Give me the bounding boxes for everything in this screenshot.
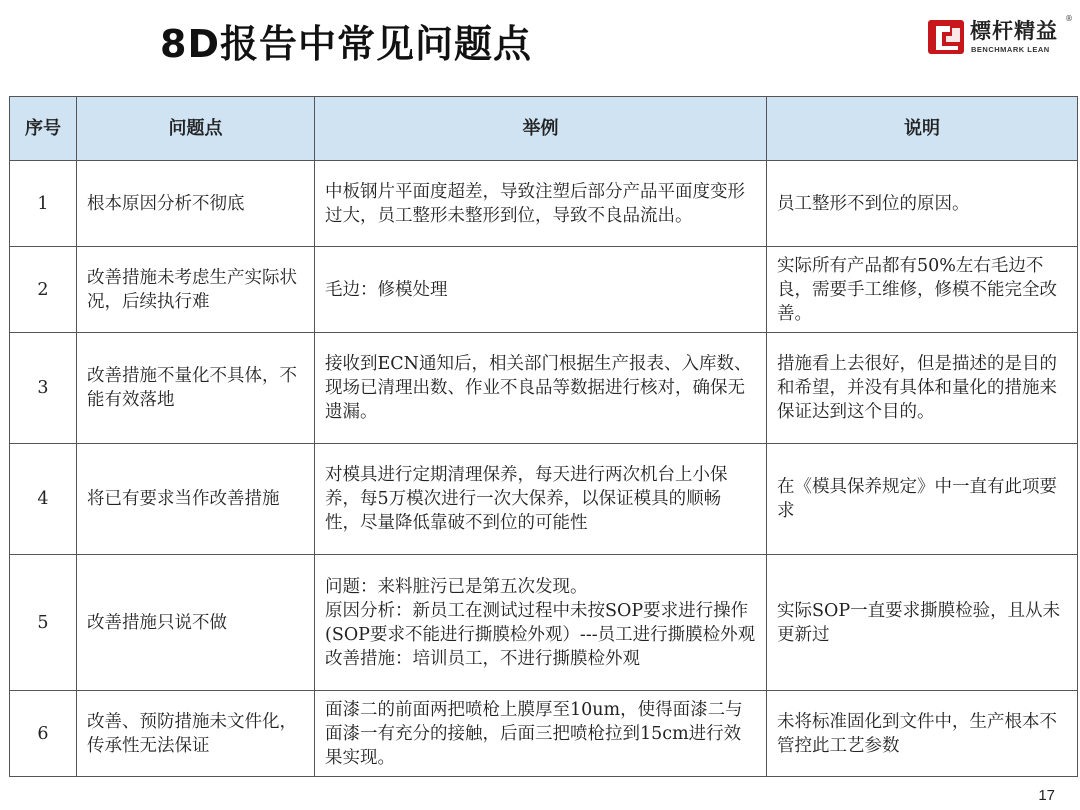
example-line: 原因分析：新员工在测试过程中未按SOP要求进行操作(SOP要求不能进行撕膜检外观）---员工进行撕膜检外观 (325, 600, 756, 645)
issue-cell: 改善措施未考虑生产实际状况，后续执行难 (77, 247, 315, 333)
table-row (10, 161, 1078, 247)
issue-cell: 改善、预防措施未文件化，传承性无法保证 (77, 691, 315, 777)
example-cell (315, 555, 767, 691)
table-row (10, 555, 1078, 691)
company-logo (928, 14, 1073, 60)
page-title: 8D报告中常见问题点 (160, 22, 532, 66)
note-cell: 实际所有产品都有50%左右毛边不良，需要手工维修，修模不能完全改善。 (767, 247, 1078, 333)
registered-mark: ® (1065, 14, 1073, 23)
note-cell: 措施看上去很好，但是描述的是目的和希望，并没有具体和量化的措施来保证达到这个目的。 (767, 333, 1078, 444)
note-cell: 员工整形不到位的原因。 (767, 161, 1078, 247)
table-row (10, 333, 1078, 444)
example-line: 问题：来料脏污已是第五次发现。 (325, 576, 588, 597)
row-number: 2 (10, 247, 77, 333)
row-number: 3 (10, 333, 77, 444)
table-header-row (10, 97, 1078, 161)
example-cell: 毛边：修模处理 (315, 247, 767, 333)
note-cell: 未将标准固化到文件中，生产根本不管控此工艺参数 (767, 691, 1078, 777)
example-cell: 对模具进行定期清理保养，每天进行两次机台上小保养，每5万模次进行一次大保养，以保证模具的顺畅性，尽量降低靠破不到位的可能性 (315, 444, 767, 555)
row-number: 6 (10, 691, 77, 777)
issue-cell: 改善措施不量化不具体，不能有效落地 (77, 333, 315, 444)
table-row (10, 444, 1078, 555)
header-issue: 问题点 (77, 97, 315, 161)
example-cell: 接收到ECN通知后，相关部门根据生产报表、入库数、现场已清理出数、作业不良品等数据进行核对，确保无遗漏。 (315, 333, 767, 444)
note-cell: 在《模具保养规定》中一直有此项要求 (767, 444, 1078, 555)
header-no: 序号 (10, 97, 77, 161)
table-row (10, 247, 1078, 333)
issue-cell: 将已有要求当作改善措施 (77, 444, 315, 555)
table-row (10, 691, 1078, 777)
row-number: 4 (10, 444, 77, 555)
header-note: 说明 (767, 97, 1078, 161)
header-example: 举例 (315, 97, 767, 161)
example-line: 改善措施：培训员工，不进行撕膜检外观 (325, 648, 640, 669)
issue-cell: 根本原因分析不彻底 (77, 161, 315, 247)
example-cell: 面漆二的前面两把喷枪上膜厚至10um，使得面漆二与面漆一有充分的接触，后面三把喷枪拉到15cm进行效果实现。 (315, 691, 767, 777)
benchmark-logo-icon (928, 18, 966, 56)
issue-cell: 改善措施只说不做 (77, 555, 315, 691)
problem-table (9, 96, 1078, 777)
note-cell: 实际SOP一直要求撕膜检验，且从未更新过 (767, 555, 1078, 691)
row-number: 1 (10, 161, 77, 247)
page-number: 17 (1038, 787, 1055, 804)
logo-chinese-text: 標杆精益 (970, 19, 1058, 43)
row-number: 5 (10, 555, 77, 691)
example-cell: 中板钢片平面度超差，导致注塑后部分产品平面度变形过大，员工整形未整形到位，导致不良品流出。 (315, 161, 767, 247)
logo-english-text: BENCHMARK LEAN (971, 45, 1050, 54)
